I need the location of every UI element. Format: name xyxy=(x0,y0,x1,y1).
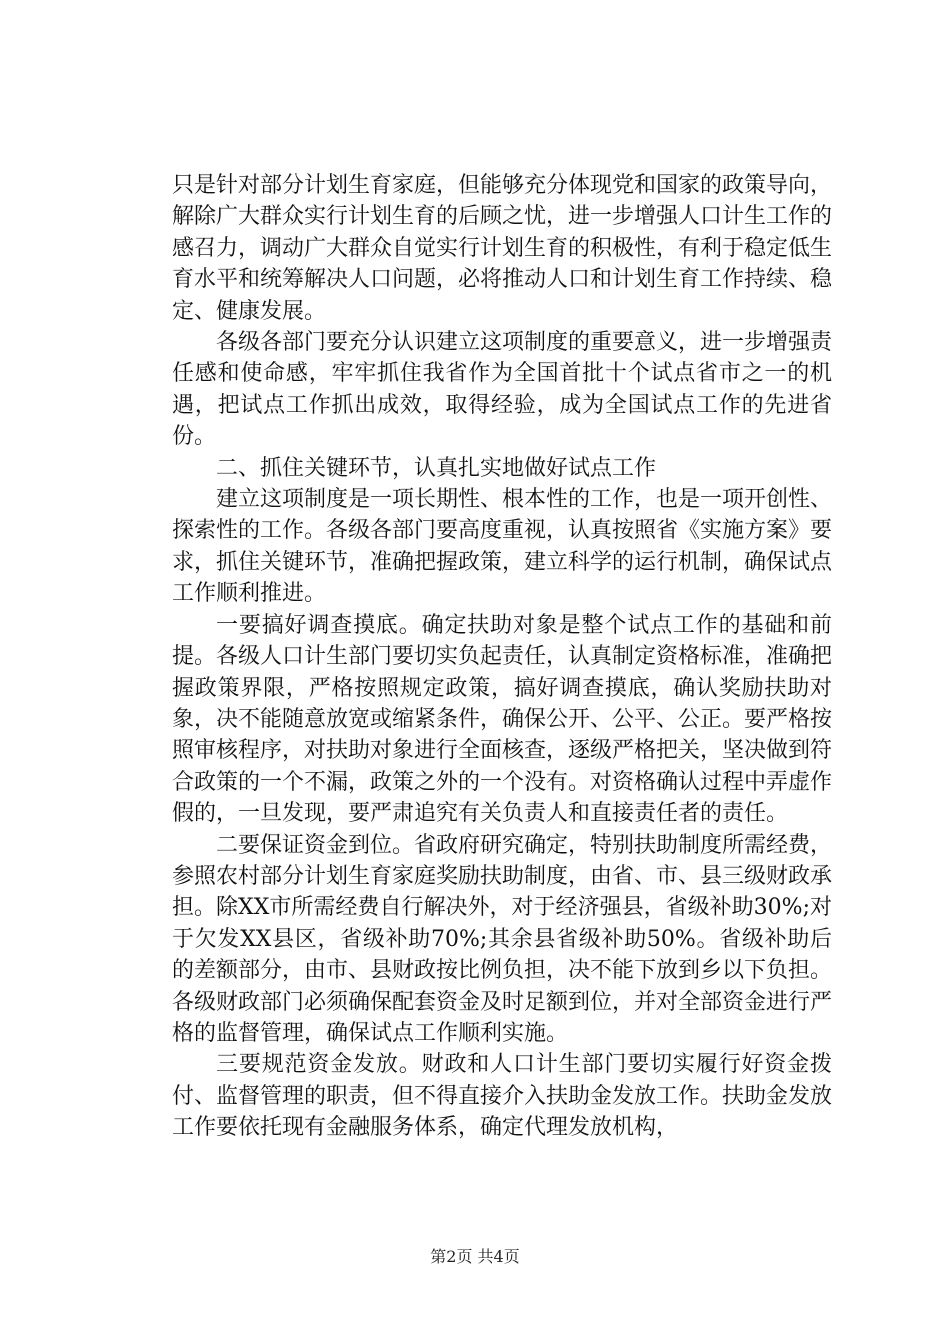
page-number-footer: 第2页 共4页 xyxy=(430,1247,520,1266)
section-heading: 二、抓住关键环节，认真扎实地做好试点工作 xyxy=(216,455,657,481)
paragraph-5: 二要保证资金到位。省政府研究确定，特别扶助制度所需经费，参照农村部分计划生育家庭奖励扶助制度，由省、市、县三级财政承担。除XX市所需经费自行解决外，对于经济强县，省级补助30%;对于欠发XX县区，省级补助70%;其余县省级补助50%。省级补助后的差额部分，由市、县财政按比例负担，决不能下放到乡以下负担。各级财政部门必须确保配套资金及时足额到位，并对全部资金进行严格的监督管理，确保试点工作顺利实施。 xyxy=(172,832,833,1046)
body-text xyxy=(172,170,832,1144)
paragraph-3: 建立这项制度是一项长期性、根本性的工作，也是一项开创性、探索性的工作。各级各部门要高度重视，认真按照省《实施方案》要求，抓住关键环节，准确把握政策，建立科学的运行机制，确保试点工作顺利推进。 xyxy=(172,487,833,607)
paragraph-2: 各级各部门要充分认识建立这项制度的重要意义，进一步增强责任感和使命感，牢牢抓住我省作为全国首批十个试点省市之一的机遇，把试点工作抓出成效，取得经验，成为全国试点工作的先进省份。 xyxy=(172,330,833,450)
paragraph-6: 三要规范资金发放。财政和人口计生部门要切实履行好资金拨付、监督管理的职责，但不得直接介入扶助金发放工作。扶助金发放工作要依托现有金融服务体系，确定代理发放机构， xyxy=(172,1052,833,1141)
paragraph-1: 只是针对部分计划生育家庭，但能够充分体现党和国家的政策导向，解除广大群众实行计划生育的后顾之忧，进一步增强人口计生工作的感召力，调动广大群众自觉实行计划生育的积极性，有利于稳定低生育水平和统筹解决人口问题，必将推动人口和计划生育工作持续、稳定、健康发展。 xyxy=(172,173,833,324)
paragraph-4: 一要搞好调查摸底。确定扶助对象是整个试点工作的基础和前提。各级人口计生部门要切实负起责任，认真制定资格标准，准确把握政策界限，严格按照规定政策，搞好调查摸底，确认奖励扶助对象，决不能随意放宽或缩紧条件，确保公开、公平、公正。要严格按照审核程序，对扶助对象进行全面核查，逐级严格把关，坚决做到符合政策的一个不漏，政策之外的一个没有。对资格确认过程中弄虚作假的，一旦发现，要严肃追究有关负责人和直接责任者的责任。 xyxy=(172,612,833,827)
